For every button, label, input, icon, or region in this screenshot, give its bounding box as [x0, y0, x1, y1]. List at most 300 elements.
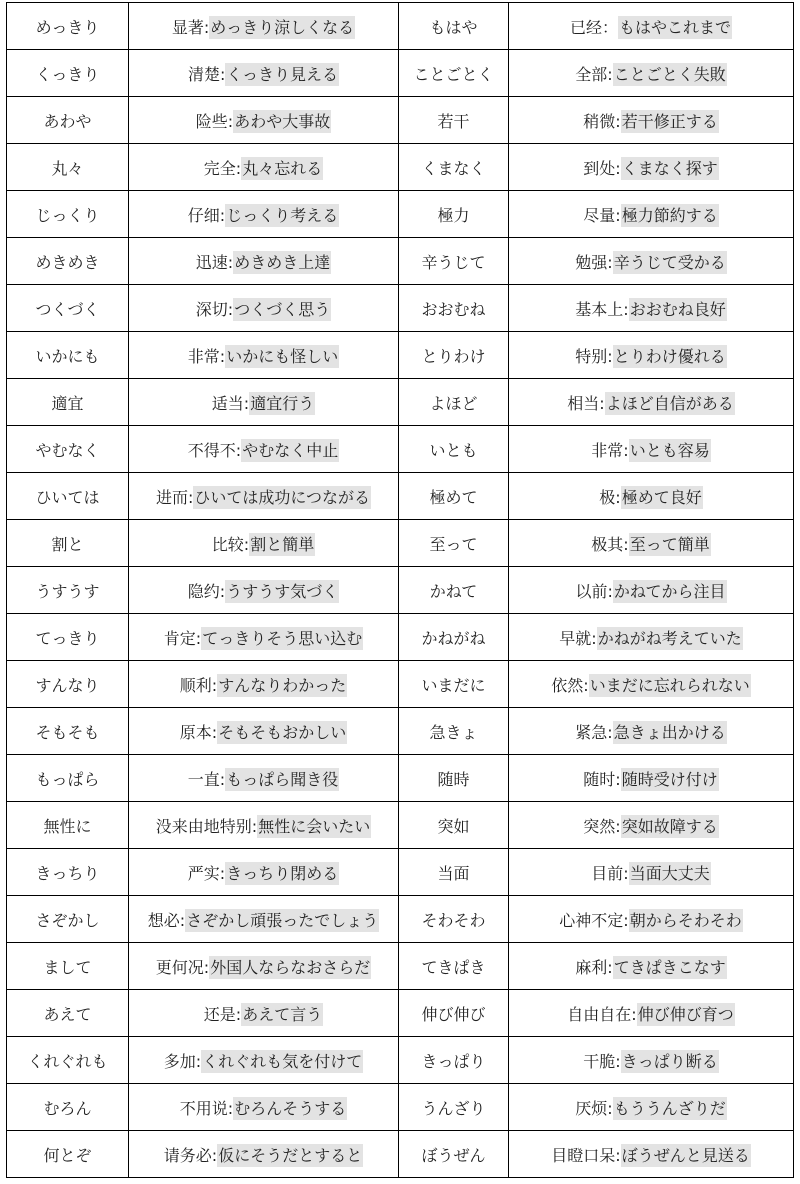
- example-cell-right: [509, 849, 794, 896]
- table-row: [7, 896, 794, 943]
- meaning-chinese: 已经: [569, 17, 602, 37]
- example-phrase: さぞかし頑張ったでしょう: [186, 910, 379, 930]
- example-cell-right: [509, 1037, 794, 1084]
- meaning-chinese: 以前: [575, 581, 608, 601]
- adverb-word: 極めて: [429, 487, 478, 507]
- table-row: [7, 802, 794, 849]
- example-phrase: むろんそうする: [234, 1098, 347, 1118]
- example-cell-left: [129, 708, 399, 755]
- separator-colon: :: [615, 205, 621, 225]
- example-phrase: ことごとく失敗: [613, 64, 726, 84]
- adverb-cell-right: [399, 567, 509, 614]
- adverb-cell-right: [399, 614, 509, 661]
- example-phrase: とりわけ優れる: [613, 346, 726, 366]
- adverb-word: 若干: [437, 111, 470, 131]
- example-phrase: きっぱり断る: [621, 1051, 718, 1071]
- example-cell-left: [129, 379, 399, 426]
- adverb-cell-right: [399, 144, 509, 191]
- example-phrase: 割と簡単: [250, 534, 315, 554]
- separator-colon: :: [219, 581, 226, 601]
- meaning-chinese: 依然: [551, 675, 584, 695]
- example-phrase: かねてから注目: [613, 581, 726, 601]
- example-phrase: いとも容易: [629, 440, 710, 460]
- meaning-chinese: 稍微: [583, 111, 616, 131]
- example-phrase: もううんざりだ: [613, 1098, 726, 1118]
- table-row: [7, 97, 794, 144]
- example-phrase: ぼうぜんと見送る: [621, 1145, 750, 1165]
- adverb-cell-left: [7, 285, 129, 332]
- adverb-cell-left: [7, 849, 129, 896]
- example-cell-right: [509, 802, 794, 849]
- adverb-cell-right: [399, 426, 509, 473]
- adverb-cell-right: [399, 379, 509, 426]
- separator-colon: :: [251, 816, 258, 836]
- meaning-chinese: 相当: [567, 393, 600, 413]
- separator-colon: :: [219, 64, 226, 84]
- meaning-chinese: 不得不: [187, 440, 236, 460]
- example-cell-left: [129, 50, 399, 97]
- example-cell-right: [509, 661, 794, 708]
- example-cell-right: [509, 426, 794, 473]
- example-cell-right: [509, 50, 794, 97]
- adverb-word: 極力: [437, 205, 470, 225]
- separator-colon: :: [615, 769, 621, 789]
- adverb-cell-left: [7, 3, 129, 50]
- separator-colon: :: [591, 628, 597, 648]
- example-cell-left: [129, 1037, 399, 1084]
- adverb-word: てきぱき: [421, 957, 486, 977]
- meaning-chinese: 比较: [211, 534, 244, 554]
- adverb-word: くれぐれも: [27, 1051, 108, 1071]
- adverb-cell-left: [7, 144, 129, 191]
- adverb-cell-right: [399, 97, 509, 144]
- example-cell-right: [509, 97, 794, 144]
- example-phrase: つくづく思う: [234, 299, 331, 319]
- adverb-cell-right: [399, 990, 509, 1037]
- adverb-word: ぼうぜん: [421, 1145, 486, 1165]
- separator-colon: :: [235, 158, 242, 178]
- separator-colon: :: [187, 487, 194, 507]
- example-cell-left: [129, 896, 399, 943]
- adverb-cell-left: [7, 990, 129, 1037]
- example-phrase: もっぱら聞き役: [226, 769, 339, 789]
- meaning-chinese: 完全: [203, 158, 236, 178]
- separator-colon: :: [227, 1098, 234, 1118]
- adverb-cell-left: [7, 332, 129, 379]
- adverb-cell-right: [399, 50, 509, 97]
- adverb-cell-right: [399, 943, 509, 990]
- table-row: [7, 332, 794, 379]
- adverb-word: かねて: [429, 581, 478, 601]
- table-row: [7, 379, 794, 426]
- adverb-cell-left: [7, 661, 129, 708]
- table-row: [7, 1084, 794, 1131]
- separator-colon: :: [623, 863, 629, 883]
- adverb-word: きっちり: [35, 863, 100, 883]
- meaning-chinese: 严实: [187, 863, 220, 883]
- vocabulary-table: [6, 2, 794, 1178]
- adverb-cell-left: [7, 473, 129, 520]
- example-phrase: 朝からそわそわ: [629, 910, 742, 930]
- separator-colon: :: [211, 1145, 218, 1165]
- adverb-word: きっぱり: [421, 1051, 486, 1071]
- separator-colon: :: [179, 910, 186, 930]
- meaning-chinese: 突然: [583, 816, 616, 836]
- example-phrase: 急きょ出かける: [613, 722, 726, 742]
- adverb-word: 突如: [437, 816, 470, 836]
- example-cell-left: [129, 567, 399, 614]
- separator-colon: :: [607, 957, 613, 977]
- table-row: [7, 849, 794, 896]
- example-cell-left: [129, 332, 399, 379]
- separator-colon: :: [631, 1004, 637, 1024]
- example-phrase: 適宜行う: [250, 393, 315, 413]
- adverb-word: じっくり: [35, 205, 100, 225]
- example-phrase: 伸び伸び育つ: [637, 1004, 734, 1024]
- meaning-chinese: 适当: [211, 393, 244, 413]
- adverb-cell-right: [399, 755, 509, 802]
- adverb-word: まして: [43, 957, 92, 977]
- separator-colon: :: [615, 1051, 621, 1071]
- adverb-cell-left: [7, 1131, 129, 1178]
- adverb-word: 至って: [429, 534, 478, 554]
- meaning-chinese: 请务必: [163, 1145, 212, 1165]
- separator-colon: :: [219, 769, 226, 789]
- example-phrase: おおむね良好: [629, 299, 726, 319]
- table-row: [7, 614, 794, 661]
- meaning-chinese: 进而: [155, 487, 188, 507]
- example-cell-right: [509, 1084, 794, 1131]
- adverb-cell-right: [399, 1131, 509, 1178]
- separator-colon: :: [203, 17, 210, 37]
- adverb-word: めきめき: [35, 252, 100, 272]
- separator-colon: :: [623, 440, 629, 460]
- example-cell-left: [129, 755, 399, 802]
- table-row: [7, 1131, 794, 1178]
- adverb-word: むろん: [43, 1098, 92, 1118]
- meaning-chinese: 险些: [195, 111, 228, 131]
- example-phrase: めきめき上達: [234, 252, 331, 272]
- example-cell-left: [129, 97, 399, 144]
- meaning-chinese: 原本: [179, 722, 212, 742]
- table-row: [7, 285, 794, 332]
- adverb-cell-left: [7, 943, 129, 990]
- adverb-word: 無性に: [43, 816, 92, 836]
- example-cell-left: [129, 473, 399, 520]
- separator-colon: :: [615, 1145, 621, 1165]
- table-row: [7, 520, 794, 567]
- adverb-word: 何とぞ: [43, 1145, 92, 1165]
- separator-colon: :: [599, 393, 605, 413]
- adverb-cell-right: [399, 238, 509, 285]
- adverb-cell-left: [7, 426, 129, 473]
- adverb-word: そわそわ: [421, 910, 486, 930]
- meaning-chinese: 没来由地特别: [155, 816, 252, 836]
- meaning-chinese: 自由自在: [567, 1004, 632, 1024]
- table-row: [7, 144, 794, 191]
- example-cell-right: [509, 332, 794, 379]
- adverb-word: てっきり: [35, 628, 100, 648]
- separator-colon: :: [607, 252, 613, 272]
- example-phrase: 突如故障する: [621, 816, 718, 836]
- meaning-chinese: 紧急: [575, 722, 608, 742]
- separator-colon: :: [195, 628, 202, 648]
- example-cell-left: [129, 191, 399, 238]
- example-phrase: 若干修正する: [621, 111, 718, 131]
- table-row: [7, 567, 794, 614]
- adverb-cell-left: [7, 520, 129, 567]
- example-cell-right: [509, 755, 794, 802]
- adverb-word: 適宜: [51, 393, 84, 413]
- separator-colon: :: [623, 910, 629, 930]
- separator-colon: :: [607, 722, 613, 742]
- example-phrase: てっきりそう思い込む: [202, 628, 363, 648]
- meaning-chinese: 早就: [559, 628, 592, 648]
- separator-colon: :: [607, 346, 613, 366]
- meaning-chinese: 非常: [591, 440, 624, 460]
- meaning-chinese: 肯定: [163, 628, 196, 648]
- adverb-cell-left: [7, 1084, 129, 1131]
- adverb-word: そもそも: [35, 722, 100, 742]
- meaning-chinese: 麻利: [575, 957, 608, 977]
- example-cell-right: [509, 238, 794, 285]
- separator-colon: :: [235, 1004, 242, 1024]
- example-phrase: 当面大丈夫: [629, 863, 710, 883]
- adverb-word: もはや: [429, 17, 478, 37]
- separator-colon: :: [211, 675, 218, 695]
- example-cell-right: [509, 3, 794, 50]
- meaning-chinese: 不用说: [179, 1098, 228, 1118]
- meaning-chinese: 随时: [583, 769, 616, 789]
- adverb-word: いかにも: [35, 346, 100, 366]
- example-phrase: 丸々忘れる: [242, 158, 323, 178]
- example-cell-right: [509, 473, 794, 520]
- meaning-chinese: 顺利: [179, 675, 212, 695]
- table-row: [7, 50, 794, 97]
- table-row: [7, 943, 794, 990]
- separator-colon: :: [227, 299, 234, 319]
- example-phrase: 無性に会いたい: [258, 816, 371, 836]
- vocabulary-table-body: [7, 3, 794, 1178]
- example-cell-right: [509, 990, 794, 1037]
- separator-colon: :: [235, 440, 242, 460]
- adverb-cell-left: [7, 1037, 129, 1084]
- adverb-word: 急きょ: [429, 722, 478, 742]
- adverb-cell-left: [7, 50, 129, 97]
- example-cell-left: [129, 943, 399, 990]
- separator-colon: :: [227, 111, 234, 131]
- example-phrase: ひいては成功につながる: [194, 487, 371, 507]
- example-phrase: 至って簡単: [629, 534, 710, 554]
- adverb-word: もっぱら: [35, 769, 100, 789]
- adverb-cell-left: [7, 191, 129, 238]
- adverb-cell-right: [399, 896, 509, 943]
- adverb-word: あえて: [43, 1004, 92, 1024]
- example-phrase: 随時受け付け: [621, 769, 718, 789]
- example-phrase: もはやこれまで: [619, 17, 732, 37]
- adverb-cell-left: [7, 896, 129, 943]
- meaning-chinese: 基本上: [575, 299, 624, 319]
- adverb-cell-right: [399, 520, 509, 567]
- example-phrase: くまなく探す: [621, 158, 718, 178]
- separator-colon: :: [623, 534, 629, 554]
- meaning-chinese: 想必: [147, 910, 180, 930]
- example-cell-left: [129, 144, 399, 191]
- adverb-word: 伸び伸び: [421, 1004, 486, 1024]
- example-cell-right: [509, 191, 794, 238]
- table-row: [7, 3, 794, 50]
- separator-colon: :: [243, 393, 250, 413]
- meaning-chinese: 还是: [203, 1004, 236, 1024]
- adverb-cell-left: [7, 379, 129, 426]
- meaning-chinese: 更何况: [155, 957, 204, 977]
- meaning-chinese: 全部: [575, 64, 608, 84]
- example-phrase: かねがね考えていた: [597, 628, 742, 648]
- separator-colon: :: [607, 64, 613, 84]
- example-cell-left: [129, 520, 399, 567]
- example-phrase: そもそもおかしい: [218, 722, 347, 742]
- meaning-chinese: 特别: [575, 346, 608, 366]
- example-cell-right: [509, 943, 794, 990]
- example-phrase: 外国人ならなおさらだ: [210, 957, 371, 977]
- example-phrase: いまだに忘れられない: [589, 675, 750, 695]
- adverb-word: ことごとく: [413, 64, 494, 84]
- adverb-cell-left: [7, 708, 129, 755]
- example-cell-right: [509, 285, 794, 332]
- adverb-cell-right: [399, 1084, 509, 1131]
- table-row: [7, 661, 794, 708]
- example-phrase: すんなりわかった: [218, 675, 347, 695]
- adverb-cell-right: [399, 1037, 509, 1084]
- meaning-chinese: 极: [599, 487, 616, 507]
- adverb-cell-right: [399, 708, 509, 755]
- separator-colon: :: [203, 957, 210, 977]
- table-row: [7, 755, 794, 802]
- separator-colon: :: [607, 581, 613, 601]
- example-cell-right: [509, 144, 794, 191]
- example-phrase: うすうす気づく: [226, 581, 339, 601]
- meaning-chinese: 隐约: [187, 581, 220, 601]
- adverb-word: やむなく: [35, 440, 100, 460]
- example-cell-left: [129, 426, 399, 473]
- adverb-cell-left: [7, 755, 129, 802]
- separator-colon: ：: [601, 17, 618, 37]
- adverb-word: 割と: [51, 534, 84, 554]
- adverb-word: くっきり: [35, 64, 100, 84]
- example-phrase: じっくり考える: [226, 205, 339, 225]
- example-cell-left: [129, 661, 399, 708]
- adverb-word: うんざり: [421, 1098, 486, 1118]
- example-cell-left: [129, 614, 399, 661]
- adverb-cell-left: [7, 802, 129, 849]
- meaning-chinese: 清楚: [187, 64, 220, 84]
- example-cell-right: [509, 379, 794, 426]
- separator-colon: :: [615, 158, 621, 178]
- example-cell-right: [509, 520, 794, 567]
- example-cell-left: [129, 1131, 399, 1178]
- meaning-chinese: 仔细: [187, 205, 220, 225]
- meaning-chinese: 显著: [171, 17, 204, 37]
- adverb-cell-left: [7, 238, 129, 285]
- meaning-chinese: 非常: [187, 346, 220, 366]
- adverb-word: 随時: [437, 769, 470, 789]
- meaning-chinese: 目瞪口呆: [551, 1145, 616, 1165]
- adverb-cell-left: [7, 97, 129, 144]
- adverb-cell-right: [399, 802, 509, 849]
- example-phrase: あわや大事故: [234, 111, 331, 131]
- example-cell-right: [509, 896, 794, 943]
- example-phrase: くっきり見える: [226, 64, 339, 84]
- table-row: [7, 238, 794, 285]
- example-phrase: よほど自信がある: [605, 393, 734, 413]
- separator-colon: :: [583, 675, 589, 695]
- meaning-chinese: 心神不定: [559, 910, 624, 930]
- example-cell-left: [129, 285, 399, 332]
- example-phrase: めっきり涼しくなる: [210, 17, 355, 37]
- example-phrase: やむなく中止: [242, 440, 339, 460]
- separator-colon: :: [607, 1098, 613, 1118]
- separator-colon: :: [195, 1051, 202, 1071]
- example-cell-left: [129, 3, 399, 50]
- example-phrase: 極力節約する: [621, 205, 718, 225]
- adverb-word: ひいては: [35, 487, 100, 507]
- adverb-word: あわや: [43, 111, 92, 131]
- adverb-cell-right: [399, 661, 509, 708]
- meaning-chinese: 勉强: [575, 252, 608, 272]
- adverb-cell-right: [399, 849, 509, 896]
- separator-colon: :: [219, 346, 226, 366]
- adverb-word: 辛うじて: [421, 252, 486, 272]
- example-phrase: きっちり閉める: [226, 863, 339, 883]
- adverb-word: かねがね: [421, 628, 486, 648]
- adverb-cell-right: [399, 473, 509, 520]
- table-row: [7, 708, 794, 755]
- example-phrase: あえて言う: [242, 1004, 323, 1024]
- example-cell-left: [129, 802, 399, 849]
- separator-colon: :: [615, 111, 621, 131]
- adverb-cell-right: [399, 285, 509, 332]
- adverb-word: 当面: [437, 863, 470, 883]
- example-phrase: 辛うじて受かる: [613, 252, 726, 272]
- table-row: [7, 191, 794, 238]
- adverb-cell-left: [7, 614, 129, 661]
- adverb-cell-right: [399, 332, 509, 379]
- separator-colon: :: [615, 816, 621, 836]
- meaning-chinese: 深切: [195, 299, 228, 319]
- table-row: [7, 1037, 794, 1084]
- separator-colon: :: [219, 863, 226, 883]
- separator-colon: :: [243, 534, 250, 554]
- adverb-word: めっきり: [35, 17, 100, 37]
- adverb-word: よほど: [429, 393, 478, 413]
- separator-colon: :: [219, 205, 226, 225]
- adverb-word: つくづく: [35, 299, 100, 319]
- adverb-word: いまだに: [421, 675, 486, 695]
- adverb-cell-right: [399, 3, 509, 50]
- meaning-chinese: 一直: [187, 769, 220, 789]
- meaning-chinese: 目前: [591, 863, 624, 883]
- meaning-chinese: 迅速: [195, 252, 228, 272]
- adverb-word: すんなり: [35, 675, 100, 695]
- example-phrase: 仮にそうだとすると: [218, 1145, 363, 1165]
- example-cell-right: [509, 708, 794, 755]
- separator-colon: :: [211, 722, 218, 742]
- separator-colon: :: [623, 299, 629, 319]
- adverb-word: さぞかし: [35, 910, 100, 930]
- table-row: [7, 426, 794, 473]
- adverb-word: くまなく: [421, 158, 486, 178]
- example-cell-right: [509, 614, 794, 661]
